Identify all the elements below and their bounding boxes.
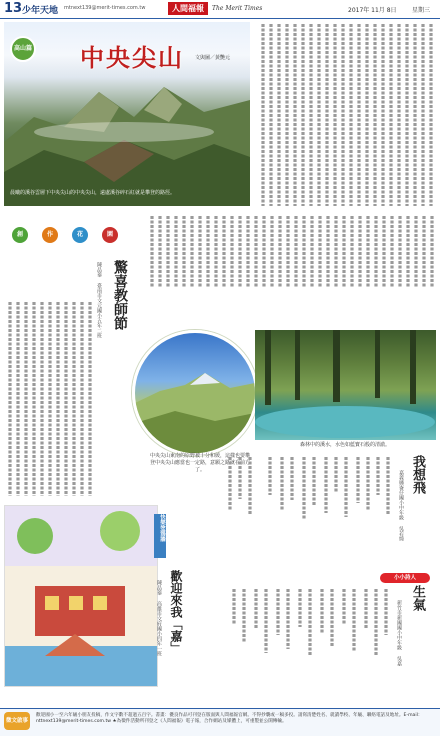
article-body-top	[253, 20, 435, 210]
poem-body	[210, 585, 392, 695]
text-lines-decoration	[4, 210, 436, 290]
column-tag-circle: 作	[42, 227, 58, 243]
poem-author: 新竹市新國國小中年級 吳嘉	[396, 600, 402, 666]
issue-date: 2017年 11月 8日	[348, 7, 397, 14]
photo-caption: 晨曦的溪谷雲層下中央尖山的中央尖山，遠處溪谷碎石紅就是攀登的路徑。	[10, 190, 176, 196]
drawing-illustration	[5, 506, 157, 686]
article-body-mid	[4, 210, 436, 290]
text-lines-decoration	[4, 300, 129, 500]
text-lines-decoration	[210, 585, 392, 695]
feature-author: 陳品蓁 臺南市文元國小五年二班	[96, 262, 102, 338]
category-badge: 高山篇	[10, 36, 36, 62]
column-tag-circle: 創	[12, 227, 28, 243]
feature-title: 驚喜教師節	[112, 260, 128, 330]
text-lines-decoration	[260, 455, 392, 565]
forest-stream-photo	[255, 330, 436, 440]
page-number: 13	[4, 1, 23, 16]
poem-title: 生氣	[410, 585, 425, 611]
submission-notice-text: 歡迎國小一至六年級小朋友投稿，作文字數不超過五百字。書畫：優良作品可刊登在版面與人間福報官網。不得抄襲或一稿多投。請寫清楚姓名、就讀學校、年級、聯絡電話及地址。E-mail：nttnext139@merit-times.com.tw ★為徵件活動所刊登之《人間福報》電子報，合作網站及媒體上，可重製並公開傳輸。	[36, 713, 423, 724]
poem-body	[260, 455, 392, 565]
grassland-photo-caption: 中央尖山東南的原野被十分和緩，這樣也要攀登中央尖山應當也一定路，意願之路就在前方了。	[150, 453, 251, 473]
grassland-illustration	[135, 333, 255, 453]
grassland-photo	[132, 330, 258, 456]
text-lines-decoration	[220, 455, 256, 565]
drawing-author: 陳品蓁 高雄市文府國小四年一班	[156, 580, 162, 656]
drawing-title: 歡迎來我「嘉」	[169, 570, 183, 654]
contact-email[interactable]: mtnext139@merit-times.com.tw	[64, 5, 146, 11]
section-title: 少年天地	[22, 6, 59, 16]
newspaper-logo: 人間福報	[168, 2, 208, 15]
feature-body	[4, 300, 129, 500]
text-lines-decoration	[253, 20, 435, 210]
forest-photo-caption: 森林中的溪水，水色如藍寶石般的清澈。	[300, 442, 391, 448]
poem-author: 嘉義縣崙仔國小中年級 吳若綺	[398, 470, 404, 541]
newspaper-english-name: The Merit Times	[212, 5, 263, 12]
column-tag-circle: 花	[72, 227, 88, 243]
article-byline: 文與圖／黃艷元	[195, 55, 231, 61]
issue-weekday: 星期三	[412, 7, 431, 14]
poem-body-extra	[220, 455, 256, 565]
submission-notice-logo: 徵文啟事	[4, 712, 30, 730]
poem-title: 我想飛	[410, 455, 425, 494]
column-tag-circle: 園	[102, 227, 118, 243]
child-drawing	[4, 505, 158, 687]
forest-illustration	[255, 330, 436, 440]
drawing-section-badge: 快樂塗鴉牆	[154, 514, 166, 558]
article-headline: 中央尖山	[80, 44, 184, 72]
poem-section-badge: 小小詩人	[380, 573, 430, 583]
